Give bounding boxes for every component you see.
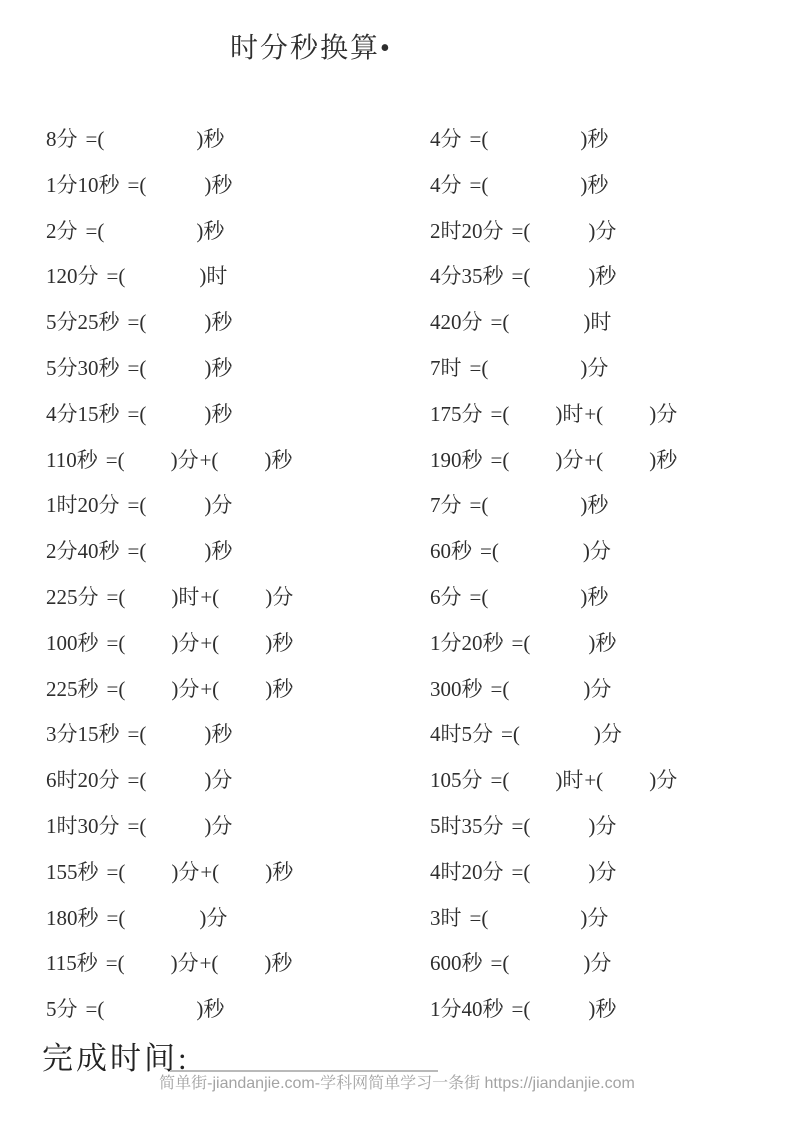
unit-label: 分 [206,905,228,930]
close-paren: ) [204,768,212,793]
unit-label: 时 [562,768,584,793]
answer-blank [509,950,583,951]
answer-blank [488,584,580,585]
close-paren: ) [199,905,207,930]
equals-open-paren: =( [490,447,510,472]
unit-label: 秒 [211,539,233,564]
equals-open-paren: =( [469,172,489,197]
problem-lhs: 6分 [430,584,462,609]
close-paren: ) [583,310,591,335]
answer-blank [146,721,204,722]
equals-open-paren: =( [106,584,126,609]
answer-blank [499,538,583,539]
answer-blank [219,630,265,631]
equals-open-paren: =( [490,676,510,701]
answer-blank [530,218,588,219]
equals-open-paren: =( [501,722,520,747]
answer-blank [530,996,588,997]
unit-label: 时 [562,401,584,426]
equals-open-paren: =( [127,310,147,335]
problem-row [46,905,426,951]
unit-label: 秒 [271,447,293,472]
answer-blank [125,584,171,585]
equals-open-paren: =( [490,310,510,335]
answer-blank [104,126,196,127]
equals-open-paren: =( [127,172,147,197]
answer-blank [125,630,171,631]
problem-lhs: 4时20分 [430,859,504,884]
equals-open-paren: =( [127,493,147,518]
equals-open-paren: =( [511,813,531,838]
answer-blank [125,950,171,951]
close-paren: ) [555,401,563,426]
problem-row [430,813,790,859]
unit-label: 秒 [271,951,293,976]
problem-lhs: 115秒 [46,951,98,976]
problem-lhs: 1分20秒 [430,630,504,655]
unit-label: 秒 [656,447,678,472]
close-paren: ) [171,859,179,884]
answer-blank [520,721,594,722]
problem-row [46,630,426,676]
plus-open-paren: +( [200,859,220,884]
close-paren: ) [264,951,272,976]
unit-label: 分 [177,951,199,976]
close-paren: ) [649,447,657,472]
problem-lhs: 300秒 [430,676,483,701]
equals-open-paren: =( [511,859,531,884]
answer-blank [146,355,204,356]
answer-blank [488,905,580,906]
answer-blank [146,538,204,539]
problem-lhs: 5分30秒 [46,355,120,380]
answer-blank [530,859,588,860]
plus-open-paren: +( [199,447,219,472]
answer-blank [125,859,171,860]
unit-label: 秒 [272,630,294,655]
unit-label: 分 [595,218,617,243]
answer-blank [218,447,264,448]
unit-label: 秒 [211,401,233,426]
problem-row [46,813,426,859]
close-paren: ) [580,172,588,197]
unit-label: 分 [587,905,609,930]
close-paren: ) [588,264,596,289]
close-paren: ) [171,584,179,609]
close-paren: ) [580,127,588,151]
unit-label: 秒 [595,264,617,289]
problem-row [430,584,790,630]
equals-open-paren: =( [106,630,126,655]
unit-label: 秒 [587,584,609,609]
answer-blank [125,263,199,264]
unit-label: 分 [177,447,199,472]
unit-label: 分 [211,813,233,838]
close-paren: ) [196,997,204,1022]
close-paren: ) [588,630,596,655]
answer-blank [530,630,588,631]
equals-open-paren: =( [469,905,489,930]
answer-blank [509,676,583,677]
answer-blank [488,492,580,493]
equals-open-paren: =( [106,676,126,701]
answer-blank [603,447,649,448]
problem-row [430,447,790,493]
problem-lhs: 105分 [430,768,483,793]
answer-blank [146,492,204,493]
answer-blank [125,676,171,677]
problem-row [430,263,790,309]
close-paren: ) [204,722,212,747]
unit-label: 分 [587,355,609,380]
problem-lhs: 4时5分 [430,722,493,747]
unit-label: 时 [178,584,200,609]
equals-open-paren: =( [490,951,510,976]
problems-column-right [430,126,790,1042]
problem-lhs: 8分 [46,127,78,151]
unit-label: 秒 [272,676,294,701]
problem-row [46,401,426,447]
answer-blank [146,767,204,768]
unit-label: 分 [656,768,678,793]
problem-row [430,859,790,905]
unit-label: 时 [206,264,228,289]
problem-lhs: 110秒 [46,447,98,472]
close-paren: ) [264,447,272,472]
unit-label: 分 [211,493,233,518]
close-paren: ) [580,493,588,518]
plus-open-paren: +( [200,676,220,701]
close-paren: ) [204,310,212,335]
problem-lhs: 1分40秒 [430,997,504,1022]
close-paren: ) [582,539,590,564]
close-paren: ) [588,859,596,884]
answer-blank [530,263,588,264]
problem-lhs: 155秒 [46,859,99,884]
answer-blank [488,172,580,173]
close-paren: ) [588,997,596,1022]
unit-label: 秒 [587,493,609,518]
close-paren: ) [204,172,212,197]
equals-open-paren: =( [490,401,510,426]
equals-open-paren: =( [105,447,125,472]
plus-open-paren: +( [200,584,220,609]
answer-blank [125,905,199,906]
problem-row [46,859,426,905]
problem-lhs: 1时30分 [46,813,120,838]
answer-blank [218,950,264,951]
problem-row [430,309,790,355]
problem-row [430,996,790,1042]
equals-open-paren: =( [106,905,126,930]
close-paren: ) [204,355,212,380]
close-paren: ) [199,264,207,289]
unit-label: 分 [178,859,200,884]
equals-open-paren: =( [490,768,510,793]
equals-open-paren: =( [511,630,531,655]
problem-row [46,950,426,996]
unit-label: 秒 [595,630,617,655]
equals-open-paren: =( [85,997,105,1022]
unit-label: 秒 [595,997,617,1022]
answer-blank [104,996,196,997]
unit-label: 秒 [203,997,225,1022]
problem-lhs: 3时 [430,905,462,930]
answer-blank [603,767,649,768]
close-paren: ) [583,951,591,976]
unit-label: 秒 [211,355,233,380]
equals-open-paren: =( [127,813,147,838]
close-paren: ) [588,218,596,243]
equals-open-paren: =( [127,722,147,747]
problem-lhs: 7时 [430,355,462,380]
equals-open-paren: =( [511,218,531,243]
close-paren: ) [593,722,601,747]
problem-lhs: 1分10秒 [46,172,120,197]
problem-lhs: 5分 [46,997,78,1022]
close-paren: ) [555,447,563,472]
unit-label: 分 [656,401,678,426]
answer-blank [146,172,204,173]
problem-lhs: 225分 [46,584,99,609]
unit-label: 分 [178,630,200,655]
answer-blank [509,309,583,310]
problem-row [46,172,426,218]
unit-label: 分 [590,951,612,976]
unit-label: 分 [590,676,612,701]
unit-label: 分 [562,447,584,472]
close-paren: ) [580,905,588,930]
problem-lhs: 4分35秒 [430,264,504,289]
problem-row [430,538,790,584]
problem-lhs: 1时20分 [46,493,120,518]
problem-row [46,721,426,767]
problem-row [430,218,790,264]
problem-row [46,218,426,264]
problem-lhs: 4分 [430,127,462,151]
close-paren: ) [555,768,563,793]
equals-open-paren: =( [105,951,125,976]
unit-label: 秒 [272,859,294,884]
problem-lhs: 2分 [46,218,78,243]
problem-row [46,355,426,401]
equals-open-paren: =( [480,539,499,564]
answer-blank [104,218,196,219]
answer-blank [219,676,265,677]
close-paren: ) [196,218,204,243]
answer-blank [219,859,265,860]
answer-blank [146,401,204,402]
problem-row [430,355,790,401]
answer-blank [488,126,580,127]
close-paren: ) [265,584,273,609]
close-paren: ) [580,584,588,609]
answer-blank [509,401,555,402]
problem-lhs: 180秒 [46,905,99,930]
problem-lhs: 2分40秒 [46,539,120,564]
unit-label: 秒 [587,172,609,197]
answer-blank [125,447,171,448]
problem-row [46,126,426,172]
equals-open-paren: =( [469,127,489,151]
problem-lhs: 175分 [430,401,483,426]
answer-blank [509,447,555,448]
unit-label: 分 [600,722,622,747]
equals-open-paren: =( [127,401,147,426]
problem-row [46,447,426,493]
unit-label: 分 [211,768,233,793]
problem-row [46,676,426,722]
equals-open-paren: =( [106,859,126,884]
close-paren: ) [204,813,212,838]
equals-open-paren: =( [127,355,147,380]
problem-lhs: 100秒 [46,630,99,655]
unit-label: 分 [595,859,617,884]
plus-open-paren: +( [200,630,220,655]
equals-open-paren: =( [469,584,489,609]
plus-open-paren: +( [584,401,604,426]
close-paren: ) [588,813,596,838]
close-paren: ) [170,951,178,976]
unit-label: 秒 [203,218,225,243]
page-title: 时分秒换算• [230,33,392,64]
problem-row [46,263,426,309]
problem-lhs: 7分 [430,493,462,518]
equals-open-paren: =( [511,997,531,1022]
problem-row [430,401,790,447]
problem-row [430,630,790,676]
unit-label: 分 [272,584,294,609]
problem-lhs: 2时20分 [430,218,504,243]
answer-blank [146,813,204,814]
problem-row [46,309,426,355]
problem-row [430,126,790,172]
completion-time-label: 完成时间: [42,1041,190,1076]
close-paren: ) [649,401,657,426]
problem-row [46,584,426,630]
answer-blank [219,584,265,585]
completion-underline [170,1038,438,1072]
close-paren: ) [265,676,273,701]
problem-lhs: 6时20分 [46,768,120,793]
problem-row [430,172,790,218]
close-paren: ) [265,859,273,884]
answer-blank [530,813,588,814]
problem-row [46,492,426,538]
answer-blank [603,401,649,402]
problem-lhs: 5分25秒 [46,310,120,335]
unit-label: 时 [590,310,612,335]
close-paren: ) [204,539,212,564]
unit-label: 秒 [587,127,609,151]
problem-row [46,538,426,584]
unit-label: 分 [589,539,611,564]
equals-open-paren: =( [511,264,531,289]
close-paren: ) [171,630,179,655]
equals-open-paren: =( [85,218,105,243]
close-paren: ) [204,493,212,518]
problem-row [430,676,790,722]
problem-row [430,950,790,996]
answer-blank [146,309,204,310]
plus-open-paren: +( [584,768,604,793]
unit-label: 秒 [211,310,233,335]
answer-blank [488,355,580,356]
problem-lhs: 190秒 [430,447,483,472]
close-paren: ) [196,127,204,151]
footer-text: 简单街-jiandanjie.com-学科网简单学习一条街 https://jiandanjie.com [159,1075,635,1092]
plus-open-paren: +( [199,951,219,976]
problem-lhs: 5时35分 [430,813,504,838]
close-paren: ) [265,630,273,655]
problem-lhs: 4分 [430,172,462,197]
problem-lhs: 120分 [46,264,99,289]
unit-label: 秒 [211,722,233,747]
unit-label: 秒 [203,127,225,151]
close-paren: ) [171,676,179,701]
equals-open-paren: =( [127,768,147,793]
equals-open-paren: =( [469,493,489,518]
close-paren: ) [204,401,212,426]
problem-row [430,492,790,538]
problem-lhs: 3分15秒 [46,722,120,747]
problem-lhs: 4分15秒 [46,401,120,426]
unit-label: 分 [178,676,200,701]
problem-row [430,905,790,951]
plus-open-paren: +( [584,447,604,472]
problem-lhs: 225秒 [46,676,99,701]
problem-row [46,767,426,813]
close-paren: ) [170,447,178,472]
problem-lhs: 420分 [430,310,483,335]
equals-open-paren: =( [106,264,126,289]
problem-lhs: 600秒 [430,951,483,976]
close-paren: ) [580,355,588,380]
problem-row [430,721,790,767]
equals-open-paren: =( [127,539,147,564]
problem-row [430,767,790,813]
equals-open-paren: =( [469,355,489,380]
problems-column-left [46,126,426,1042]
close-paren: ) [649,768,657,793]
equals-open-paren: =( [85,127,105,151]
unit-label: 分 [595,813,617,838]
unit-label: 秒 [211,172,233,197]
problem-lhs: 60秒 [430,539,472,564]
close-paren: ) [583,676,591,701]
answer-blank [509,767,555,768]
